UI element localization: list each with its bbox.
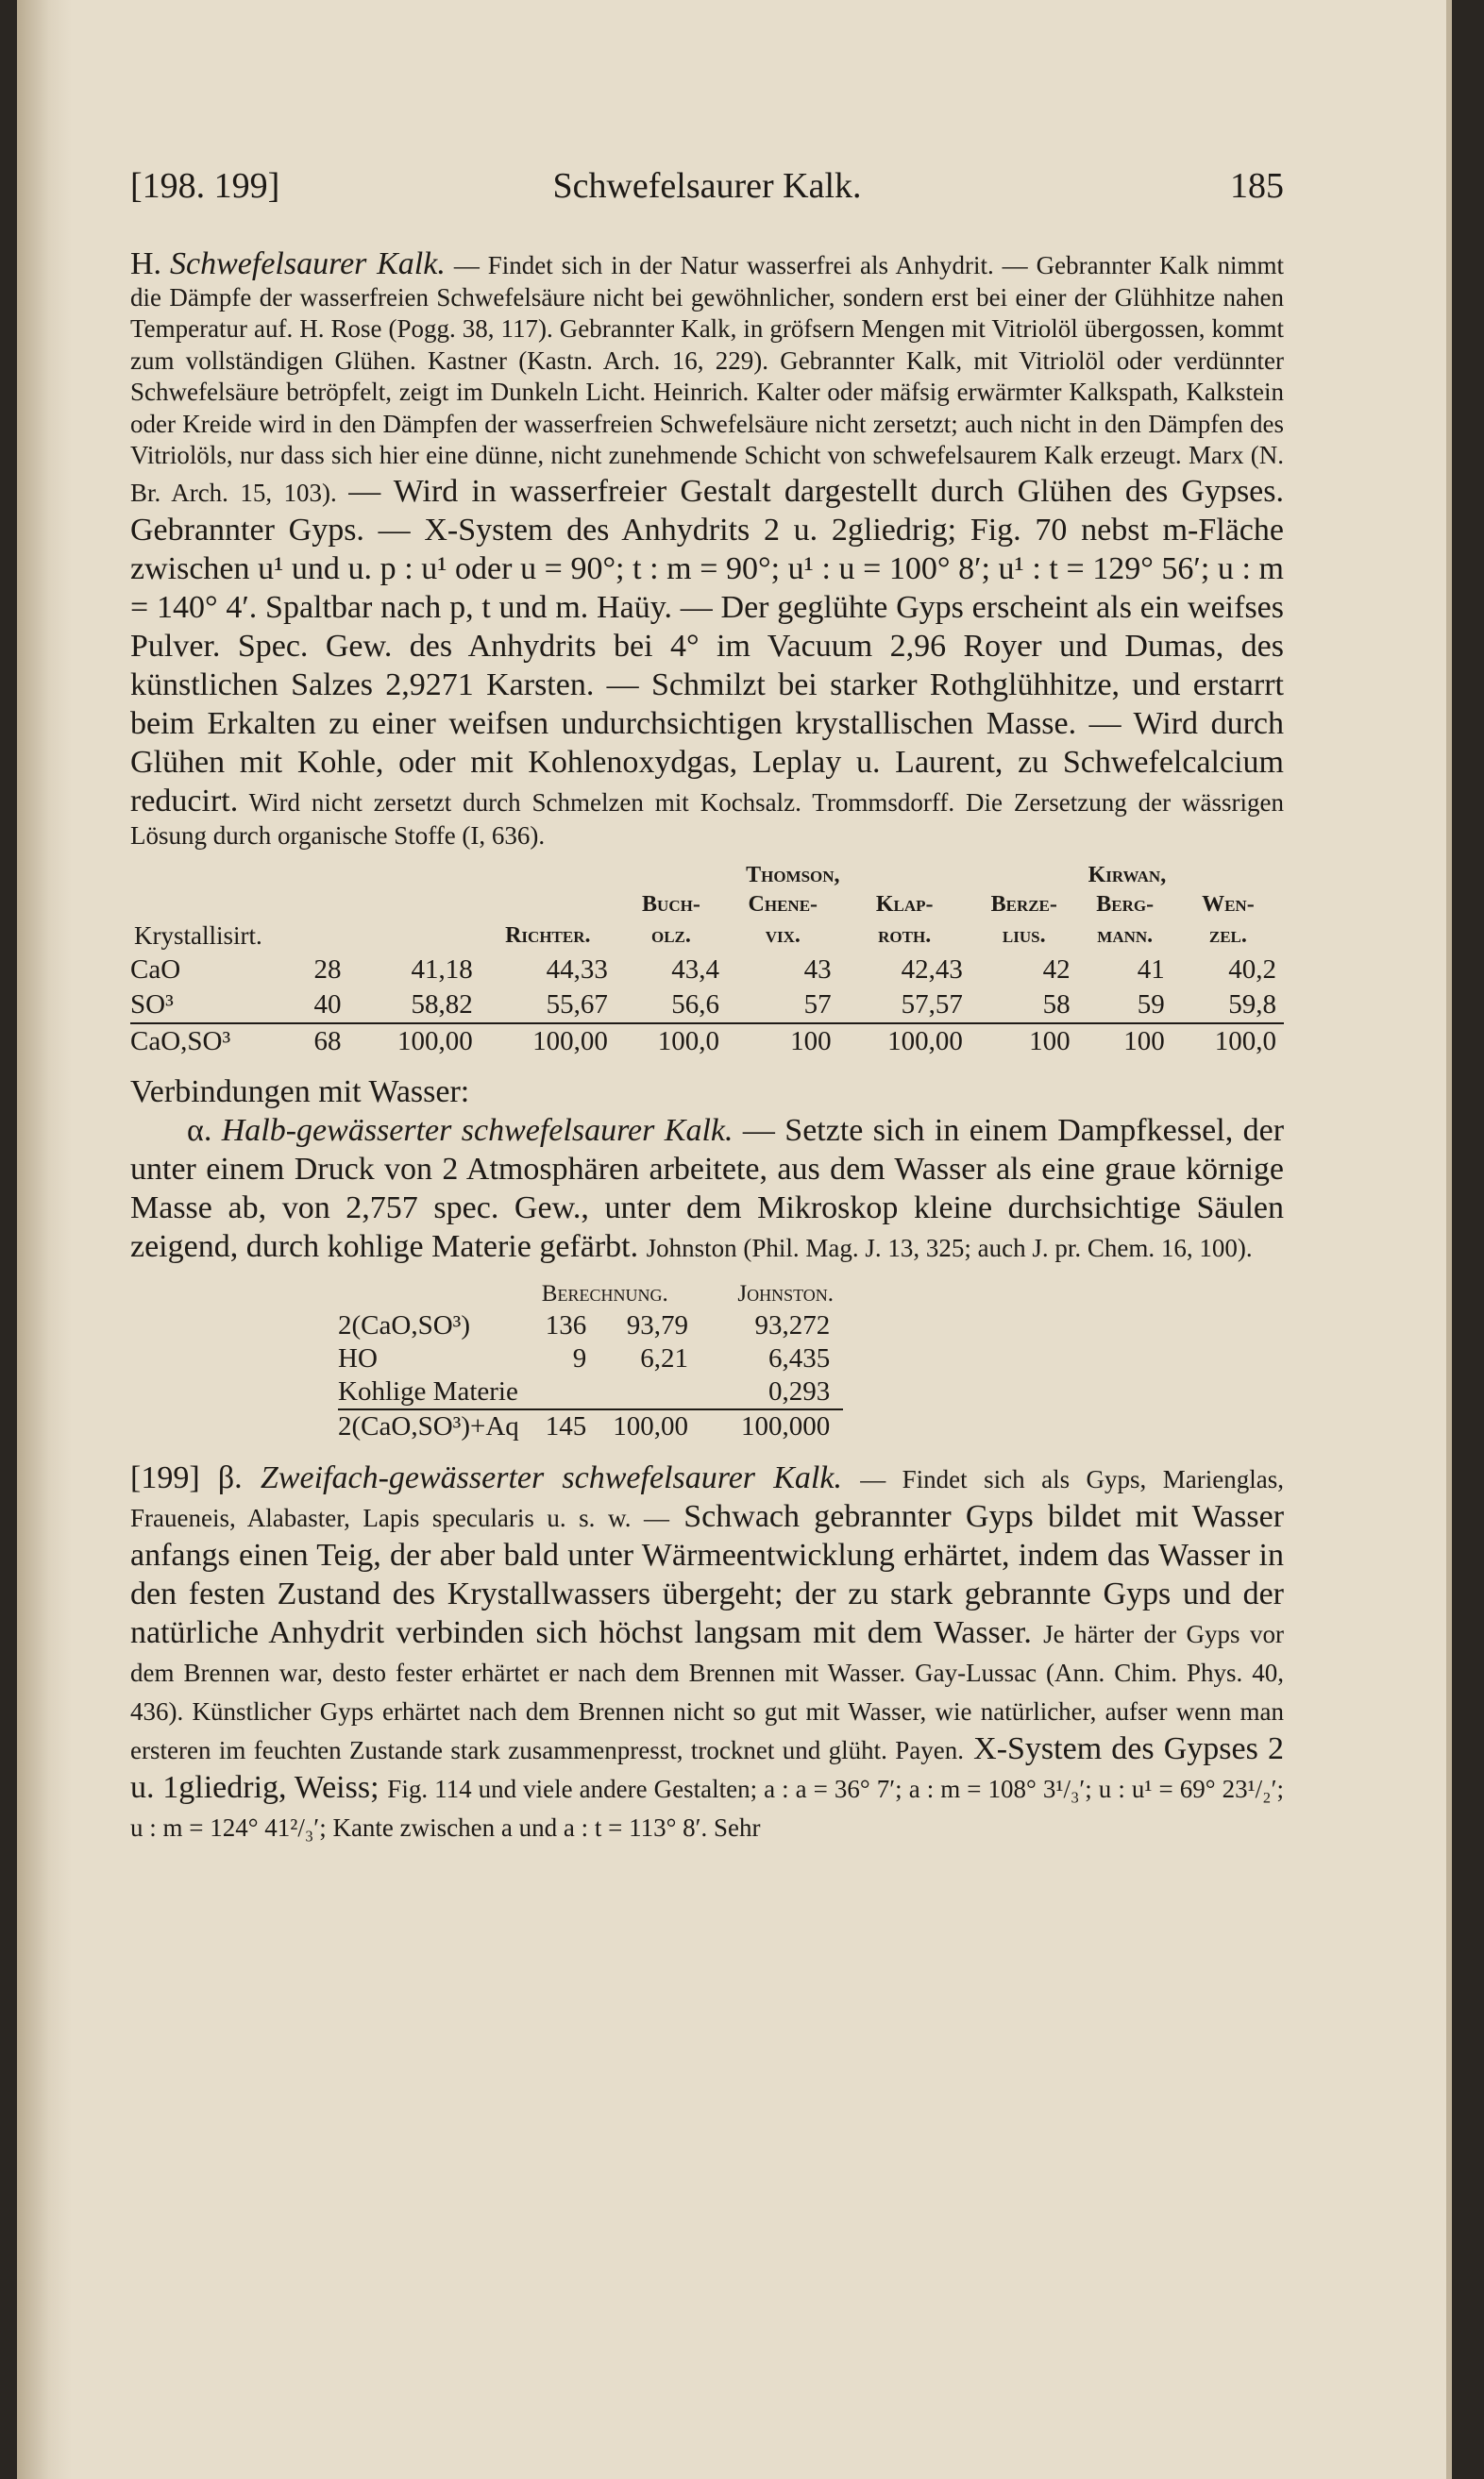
page-content	[130, 165, 1284, 1846]
hardening-note: Je härter der Gyps vor dem Brennen war, desto fester erhärtet er nach dem Brennen mit Wasser. Gay-Lussac (Ann. Chim. Phys. 40, 436). Künstlicher Gyps erhärtet nach dem Brennen nicht so gut mit Wasser, wie natürlicher, aufser wenn man ersteren im feuchten Zustande stark zusammenpresst, trocknet und glüht. Payen.	[130, 1620, 1285, 1764]
column-header: Buch-	[642, 892, 700, 917]
column-header: olz.	[650, 923, 691, 948]
row-label: CaO,SO³	[130, 1023, 287, 1059]
section-title: Zweifach-gewässerter schwefelsaurer Kalk.	[260, 1460, 842, 1495]
section-label: H.	[130, 246, 162, 281]
group-header: Kirwan,	[1088, 863, 1167, 887]
table-cell: 58,82	[411, 989, 473, 1020]
column-header: Berze-	[990, 892, 1057, 917]
table-cell: 57,57	[901, 989, 963, 1020]
column-header: zel.	[1208, 923, 1247, 948]
table-cell: 6,21	[640, 1343, 689, 1374]
table-cell: 43	[803, 954, 832, 985]
row-label: HO	[338, 1343, 378, 1374]
table-cell: 28	[313, 954, 342, 985]
table-cell: 68	[287, 1023, 348, 1059]
paragraph-alpha	[130, 1111, 1284, 1266]
row-label: SO³	[130, 989, 174, 1020]
angle-note: Fig. 114 und viele andere Gestalten; a : a = 36° 7′; a : m = 108° 3¹/₃′; u : u¹ = 69° 23¹/₂′; u : m = 124° 41²/₃′; Kante zwischen a und a : t = 113° 8′. Sehr	[130, 1775, 1284, 1842]
section-marker: [199]	[130, 1460, 200, 1495]
column-header: Klap-	[875, 892, 934, 917]
table-cell: 100,00	[349, 1023, 481, 1059]
section-text: — Setzte sich in einem Dampfkessel, der unter einem Druck von 2 Atmosphären arbeitete, aus dem Wasser als eine graue körnige Masse ab, von 2,757 spec. Gew., unter dem Mikroskop kleine durchsichtige Säulen zeigend, durch kohlige Materie gefärbt.	[130, 1113, 1285, 1264]
section-label: α.	[187, 1113, 212, 1148]
table-cell: 100,00	[613, 1411, 689, 1442]
section-label: β.	[217, 1460, 243, 1495]
running-head	[130, 165, 1284, 207]
table-cell: 57	[803, 989, 832, 1020]
group-header: Thomson,	[746, 863, 840, 887]
table-cell: 100	[1078, 1023, 1172, 1059]
table-cell: 100,00	[839, 1023, 970, 1059]
table-cell: 136	[545, 1310, 587, 1341]
table-cell: 59,8	[1228, 989, 1276, 1020]
table-cell: 59	[1137, 989, 1165, 1020]
column-header: Wen-	[1202, 892, 1255, 917]
row-label: 2(CaO,SO³)+Aq	[338, 1411, 519, 1442]
table-cell: 100,00	[481, 1023, 616, 1059]
table-cell: 9	[572, 1343, 587, 1374]
anhydrous-text: — Wird in wasserfreier Gestalt dargestellt durch Glühen des Gypses. Gebrannter Gyps. — X-System des Anhydrits 2 u. 2gliedrig; Fig. 70 nebst m-Fläche zwischen u¹ und u. p : u¹ oder u = 90°; t : m = 90°; u¹ : u = 100° 8′; u¹ : t = 129° 56′; u : m = 140° 4′. Spaltbar nach p, t und m. Haüy. — Der geglühte Gyps erscheint als ein weifses Pulver. Spec. Gew. des Anhydrits bei 4° im Vacuum 2,96 Royer und Dumas, des künstlichen Salzes 2,9271 Karsten. — Schmilzt bei starker Rothglühhitze, und erstarrt beim Erkalten zu einer weifsen undurchsichtigen krystallischen Masse. — Wird durch Glühen mit Kohle, oder mit Kohlenoxydgas, Leplay u. Laurent, zu Schwefelcalcium reducirt.	[130, 473, 1285, 818]
table-row	[338, 1309, 843, 1342]
table-row	[338, 1409, 843, 1443]
column-header: Berechnung.	[541, 1281, 668, 1307]
book-page	[17, 0, 1452, 2479]
row-label: 2(CaO,SO³)	[338, 1310, 470, 1341]
table-cell: 40	[313, 989, 342, 1020]
table-row	[130, 1023, 1284, 1059]
compounds-heading: Verbindungen mit Wasser:	[130, 1074, 470, 1109]
row-label: CaO	[130, 954, 181, 985]
column-header: Chene-	[748, 892, 818, 917]
section-marker: [198. 199]	[130, 166, 280, 206]
crystal-system: X-System des Gypses 2 u. 1gliedrig, Weiss;	[130, 1731, 1284, 1805]
table-cell: 56,6	[671, 989, 720, 1020]
page-title: Schwefelsaurer Kalk.	[552, 166, 862, 206]
table-cell	[532, 1375, 600, 1409]
section-title: Schwefelsaurer Kalk.	[170, 246, 446, 281]
section-title: Halb-gewässerter schwefelsaurer Kalk.	[221, 1113, 734, 1148]
column-header: Krystallisirt.	[134, 921, 262, 950]
table-cell: 6,435	[768, 1343, 831, 1374]
table-row	[130, 987, 1284, 1023]
composition-table	[130, 861, 1284, 1059]
table-cell: 93,272	[754, 1310, 831, 1341]
paragraph-H	[130, 248, 1284, 852]
table-cell: 58	[1042, 989, 1071, 1020]
column-header: vix.	[765, 923, 801, 948]
section-intro: — Findet sich als Gyps, Marienglas, Fraueneis, Alabaster, Lapis specularis u. s. w. —	[130, 1465, 1284, 1532]
table-cell: 145	[545, 1411, 587, 1442]
table-cell: 100	[970, 1023, 1078, 1059]
column-header: Richter.	[505, 923, 591, 948]
calculation-table	[338, 1279, 843, 1443]
column-header: roth.	[878, 923, 932, 948]
page-number: 185	[1230, 166, 1284, 206]
row-label: Kohlige Materie	[338, 1375, 532, 1409]
page-gutter	[17, 0, 72, 2479]
decomposition-text: Wird nicht zersetzt durch Schmelzen mit Kochsalz. Trommsdorff. Die Zersetzung der wässrigen Lösung durch organische Stoffe (I, 636).	[130, 787, 1284, 850]
column-header: Johnston.	[737, 1281, 834, 1307]
table-cell: 100,0	[1172, 1023, 1284, 1059]
paragraph-beta	[130, 1459, 1284, 1846]
table-row	[338, 1342, 843, 1375]
table-cell: 93,79	[626, 1310, 689, 1341]
table-cell: 41	[1137, 954, 1165, 985]
table-cell: 43,4	[671, 954, 720, 985]
table-row	[130, 953, 1284, 987]
table-cell: 100,0	[616, 1023, 727, 1059]
table-cell	[599, 1375, 701, 1409]
table-cell: 100	[727, 1023, 839, 1059]
table-cell: 100,000	[741, 1411, 831, 1442]
table-cell: 41,18	[411, 954, 473, 985]
table-cell: 44,33	[546, 954, 608, 985]
table-row	[338, 1375, 843, 1409]
table-cell: 0,293	[728, 1375, 843, 1409]
table-cell: 42	[1042, 954, 1071, 985]
table-cell: 40,2	[1228, 954, 1276, 985]
column-header: mann.	[1097, 923, 1154, 948]
table-cell: 42,43	[901, 954, 963, 985]
section-text: Schwach gebrannter Gyps bildet mit Wasser anfangs einen Teig, der aber bald unter Wärmeentwicklung erhärtet, indem das Wasser in den festen Zustand des Krystallwassers übergeht; der zu stark gebrannte Gyps und der natürliche Anhydrit verbinden sich höchst langsam mit dem Wasser.	[130, 1499, 1285, 1650]
section-reference: Johnston (Phil. Mag. J. 13, 325; auch J. pr. Chem. 16, 100).	[646, 1234, 1253, 1262]
section-intro: — Findet sich in der Natur wasserfrei als Anhydrit. — Gebrannter Kalk nimmt die Dämpfe der wasserfreien Schwefelsäure nicht bei gewöhnlicher, sondern erst bei einer der Glühhitze nahen Temperatur auf. H. Rose (Pogg. 38, 117). Gebrannter Kalk, in gröfsern Mengen mit Vitriolöl übergossen, kommt zum vollständigen Glühen. Kastner (Kastn. Arch. 16, 229). Gebrannter Kalk, mit Vitriolöl oder verdünnter Schwefelsäure betröpfelt, zeigt im Dunkeln Licht. Heinrich. Kalter oder mäfsig erwärmter Kalkspath, Kalkstein oder Kreide wird in den Dämpfen der wasserfreien Schwefelsäure nicht zersetzt; auch nicht in den Dämpfen des Vitriolöls, nur dass sich hier eine dünne, nicht zunehmende Schicht von schwefelsaurem Kalk erzeugt. Marx (N. Br. Arch. 15, 103).	[130, 251, 1284, 507]
column-header: lius.	[1002, 923, 1046, 948]
column-header: Berg-	[1096, 892, 1155, 917]
table-cell: 55,67	[546, 989, 608, 1020]
